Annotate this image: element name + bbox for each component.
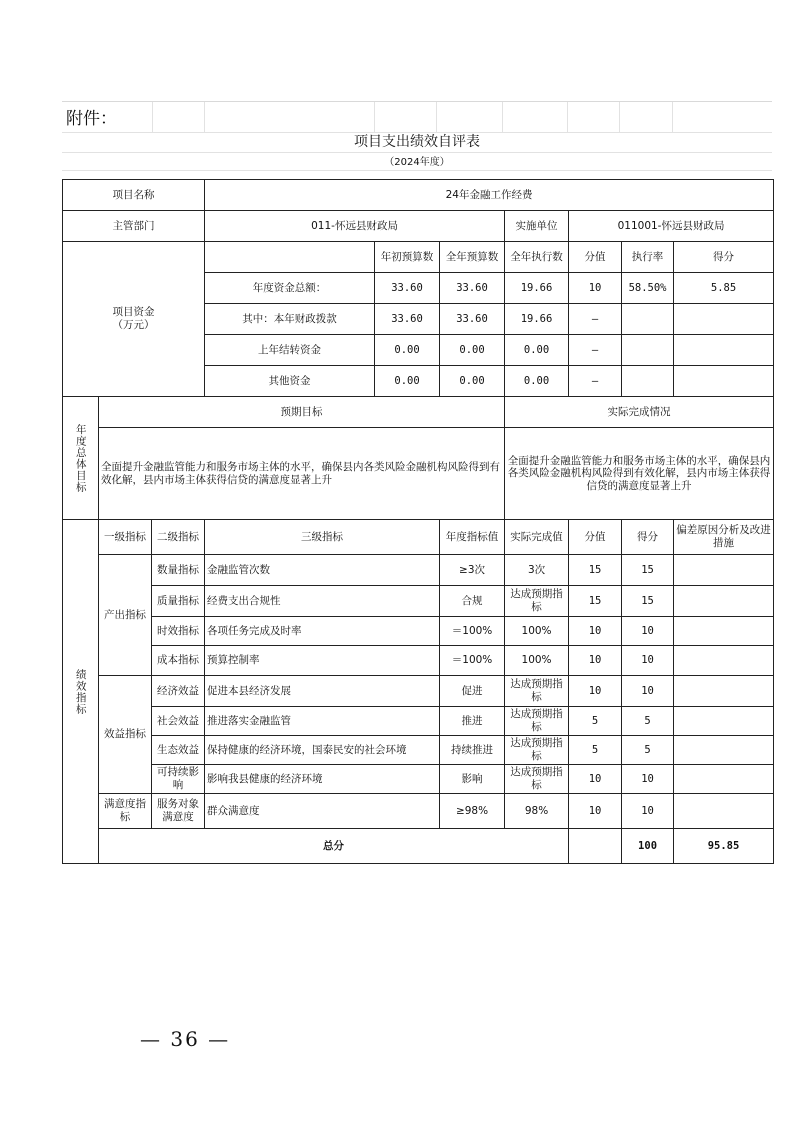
funds-cell: 0.00 (505, 366, 569, 397)
indicator-row (63, 736, 774, 765)
attachment-label: 附件： (66, 109, 117, 129)
funds-row-label: 上年结转资金 (205, 335, 375, 366)
indicator-row (63, 646, 774, 676)
score-value: 15 (569, 586, 622, 617)
actual-value: 100% (505, 617, 569, 646)
goals-label: 年度总体目标 (63, 397, 99, 520)
actual-value: 100% (505, 646, 569, 676)
actual-value: 达成预期指标 (505, 707, 569, 736)
expected-goal-label: 预期目标 (99, 397, 505, 428)
got-value: 10 (622, 676, 674, 707)
indicator-header: 偏差原因分析及改进措施 (674, 520, 774, 555)
score-value: 10 (569, 765, 622, 794)
funds-cell: 0.00 (375, 366, 440, 397)
funds-cell (622, 304, 674, 335)
got-value: 5 (622, 707, 674, 736)
total-blank (569, 829, 622, 864)
funds-blank-header (205, 242, 375, 273)
funds-cell (674, 366, 774, 397)
score-value: 15 (569, 555, 622, 586)
project-name-row (63, 180, 774, 211)
indicator-header: 三级指标 (205, 520, 440, 555)
funds-cell: 5.85 (674, 273, 774, 304)
level2-indicator: 时效指标 (152, 617, 205, 646)
goals-header-row (63, 397, 774, 428)
target-value: ≥98% (440, 794, 505, 829)
total-label: 总分 (99, 829, 569, 864)
funds-cell: 19.66 (505, 273, 569, 304)
funds-cell: 33.60 (375, 304, 440, 335)
level3-indicator: 预算控制率 (205, 646, 440, 676)
indicators-label: 绩效指标 (63, 520, 99, 864)
indicator-row (63, 676, 774, 707)
level2-indicator: 成本指标 (152, 646, 205, 676)
actual-value: 98% (505, 794, 569, 829)
level3-indicator: 保持健康的经济环境，国泰民安的社会环境 (205, 736, 440, 765)
total-score: 100 (622, 829, 674, 864)
level2-indicator: 生态效益 (152, 736, 205, 765)
indicator-header: 实际完成值 (505, 520, 569, 555)
score-value: 10 (569, 617, 622, 646)
level3-indicator: 群众满意度 (205, 794, 440, 829)
funds-row-label: 其他资金 (205, 366, 375, 397)
indicator-row (63, 765, 774, 794)
indicator-row (63, 617, 774, 646)
funds-cell: 0.00 (375, 335, 440, 366)
score-value: 5 (569, 736, 622, 765)
funds-cell: 0.00 (440, 335, 505, 366)
target-value: ≥3次 (440, 555, 505, 586)
score-value: 10 (569, 646, 622, 676)
got-value: 5 (622, 736, 674, 765)
total-got: 95.85 (674, 829, 774, 864)
score-value: 10 (569, 676, 622, 707)
indicator-header-row (63, 520, 774, 555)
got-value: 15 (622, 555, 674, 586)
project-name-label: 项目名称 (63, 180, 205, 211)
score-value: 5 (569, 707, 622, 736)
deviation-note (674, 586, 774, 617)
level3-indicator: 影响我县健康的经济环境 (205, 765, 440, 794)
got-value: 15 (622, 586, 674, 617)
funds-cell (674, 335, 774, 366)
dept-label: 主管部门 (63, 211, 205, 242)
target-value: ＝100% (440, 646, 505, 676)
funds-label: 项目资金 （万元） (63, 242, 205, 397)
funds-header: 得分 (674, 242, 774, 273)
target-value: 推进 (440, 707, 505, 736)
indicator-header: 二级指标 (152, 520, 205, 555)
indicator-header: 分值 (569, 520, 622, 555)
page-subtitle: （2024年度） (384, 157, 450, 168)
score-value: 10 (569, 794, 622, 829)
indicator-header: 得分 (622, 520, 674, 555)
target-value: 影响 (440, 765, 505, 794)
indicator-row (63, 794, 774, 829)
funds-cell: 0.00 (440, 366, 505, 397)
funds-header: 全年执行数 (505, 242, 569, 273)
indicator-header: 一级指标 (99, 520, 152, 555)
deviation-note (674, 707, 774, 736)
funds-cell: — (569, 335, 622, 366)
funds-cell: — (569, 366, 622, 397)
level3-indicator: 金融监管次数 (205, 555, 440, 586)
level1-indicator: 效益指标 (99, 676, 152, 794)
funds-cell (622, 366, 674, 397)
department-row (63, 211, 774, 242)
level1-indicator: 产出指标 (99, 555, 152, 676)
project-name-value: 24年金融工作经费 (205, 180, 774, 211)
dept-value: 011-怀远县财政局 (205, 211, 505, 242)
got-value: 10 (622, 794, 674, 829)
level2-indicator: 经济效益 (152, 676, 205, 707)
indicator-row (63, 586, 774, 617)
actual-value: 3次 (505, 555, 569, 586)
funds-cell: 19.66 (505, 304, 569, 335)
got-value: 10 (622, 765, 674, 794)
funds-header: 年初预算数 (375, 242, 440, 273)
funds-row-label: 其中：本年财政拨款 (205, 304, 375, 335)
funds-row-label: 年度资金总额： (205, 273, 375, 304)
impl-label: 实施单位 (505, 211, 569, 242)
deviation-note (674, 736, 774, 765)
level3-indicator: 推进落实金融监管 (205, 707, 440, 736)
expected-goal-text: 全面提升金融监管能力和服务市场主体的水平，确保县内各类风险金融机构风险得到有效化解，县内市场主体获得信贷的满意度显著上升 (99, 428, 505, 520)
got-value: 10 (622, 646, 674, 676)
funds-cell: 33.60 (440, 304, 505, 335)
level2-indicator: 可持续影响 (152, 765, 205, 794)
deviation-note (674, 555, 774, 586)
actual-goal-label: 实际完成情况 (505, 397, 774, 428)
page-title: 项目支出绩效自评表 (354, 134, 480, 150)
deviation-note (674, 676, 774, 707)
funds-cell: — (569, 304, 622, 335)
funds-cell (674, 304, 774, 335)
funds-cell: 0.00 (505, 335, 569, 366)
funds-header: 执行率 (622, 242, 674, 273)
level3-indicator: 各项任务完成及时率 (205, 617, 440, 646)
deviation-note (674, 765, 774, 794)
target-value: ＝100% (440, 617, 505, 646)
indicator-header: 年度指标值 (440, 520, 505, 555)
funds-cell: 33.60 (375, 273, 440, 304)
actual-value: 达成预期指标 (505, 586, 569, 617)
total-row (63, 829, 774, 864)
indicator-row (63, 707, 774, 736)
actual-value: 达成预期指标 (505, 736, 569, 765)
level1-indicator: 满意度指标 (99, 794, 152, 829)
impl-value: 011001-怀远县财政局 (569, 211, 774, 242)
level2-indicator: 社会效益 (152, 707, 205, 736)
target-value: 合规 (440, 586, 505, 617)
target-value: 持续推进 (440, 736, 505, 765)
funds-cell (622, 335, 674, 366)
funds-header: 分值 (569, 242, 622, 273)
funds-cell: 58.50% (622, 273, 674, 304)
deviation-note (674, 794, 774, 829)
funds-cell: 33.60 (440, 273, 505, 304)
deviation-note (674, 646, 774, 676)
page-number: — 36 — (140, 1027, 231, 1051)
level2-indicator: 质量指标 (152, 586, 205, 617)
level2-indicator: 数量指标 (152, 555, 205, 586)
level3-indicator: 促进本县经济发展 (205, 676, 440, 707)
actual-goal-text: 全面提升金融监管能力和服务市场主体的水平，确保县内各类风险金融机构风险得到有效化解，县内市场主体获得信贷的满意度显著上升 (505, 428, 774, 520)
level2-indicator: 服务对象满意度 (152, 794, 205, 829)
indicator-row (63, 555, 774, 586)
funds-header-row (63, 242, 774, 273)
level3-indicator: 经费支出合规性 (205, 586, 440, 617)
actual-value: 达成预期指标 (505, 676, 569, 707)
target-value: 促进 (440, 676, 505, 707)
got-value: 10 (622, 617, 674, 646)
funds-header: 全年预算数 (440, 242, 505, 273)
actual-value: 达成预期指标 (505, 765, 569, 794)
evaluation-table (62, 179, 774, 864)
goals-content-row (63, 428, 774, 520)
deviation-note (674, 617, 774, 646)
funds-cell: 10 (569, 273, 622, 304)
